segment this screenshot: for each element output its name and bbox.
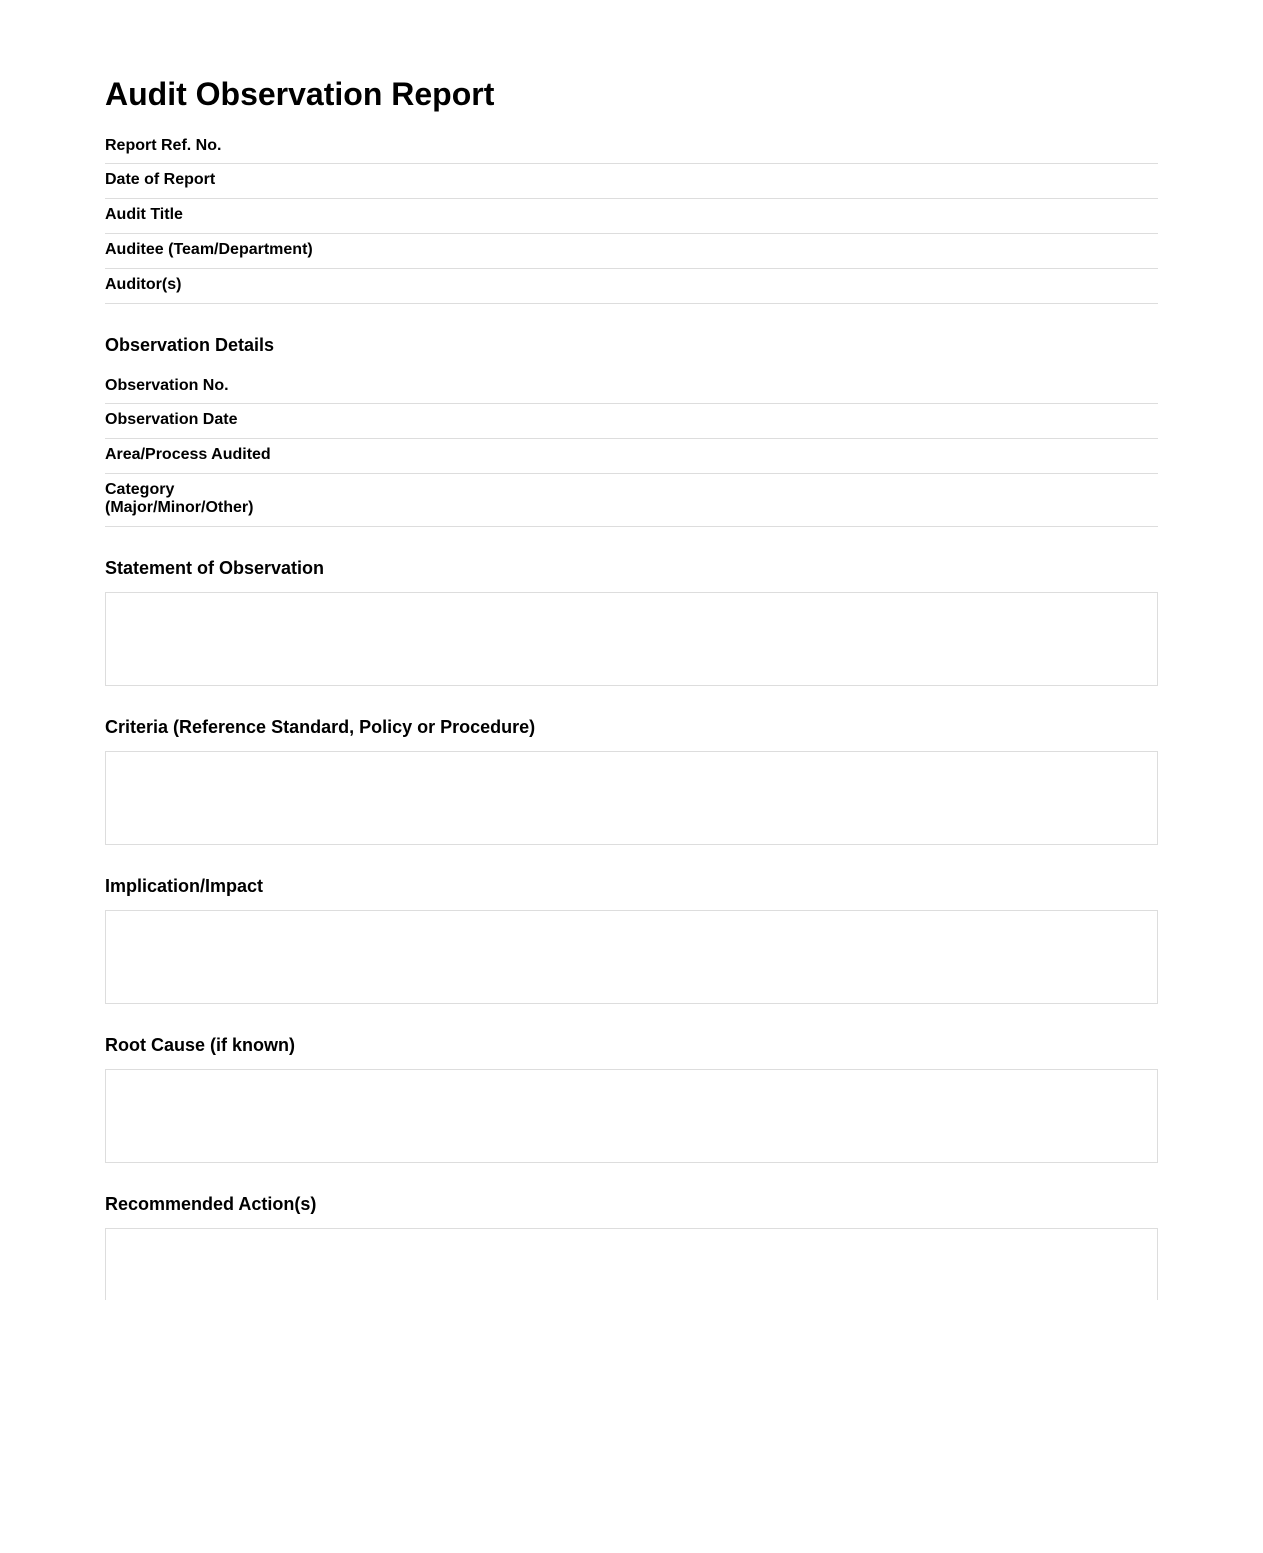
statement-of-observation-box[interactable] [105, 592, 1158, 686]
field-auditee[interactable] [105, 234, 1158, 269]
field-label: Auditee (Team/Department) [105, 241, 313, 258]
recommended-actions-box[interactable] [105, 1228, 1158, 1300]
field-report-ref-no[interactable] [105, 135, 1158, 164]
field-label: Date of Report [105, 171, 216, 188]
statement-of-observation-heading: Statement of Observation [105, 558, 325, 578]
field-audit-title[interactable] [105, 199, 1158, 234]
field-label-line2: (Major/Minor/Other) [105, 499, 254, 516]
criteria-heading: Criteria (Reference Standard, Policy or Procedure) [105, 717, 536, 737]
field-label: Auditor(s) [105, 276, 182, 293]
field-label: Audit Title [105, 206, 183, 223]
observation-fields [105, 375, 1158, 527]
field-label: Observation No. [105, 377, 229, 394]
field-category[interactable] [105, 474, 1158, 527]
field-date-of-report[interactable] [105, 164, 1158, 199]
field-label: Observation Date [105, 411, 238, 428]
field-label-line1: Category [105, 481, 175, 498]
root-cause-box[interactable] [105, 1069, 1158, 1163]
report-page [105, 0, 1158, 1300]
field-label: Area/Process Audited [105, 446, 271, 463]
criteria-box[interactable] [105, 751, 1158, 845]
root-cause-heading: Root Cause (if known) [105, 1035, 295, 1055]
report-fields [105, 135, 1158, 304]
page-title: Audit Observation Report [105, 76, 495, 112]
field-area-process-audited[interactable] [105, 439, 1158, 474]
implication-impact-heading: Implication/Impact [105, 876, 264, 896]
field-auditors[interactable] [105, 269, 1158, 304]
field-observation-date[interactable] [105, 404, 1158, 439]
observation-details-heading: Observation Details [105, 335, 275, 355]
field-label: Report Ref. No. [105, 137, 222, 154]
recommended-actions-heading: Recommended Action(s) [105, 1194, 317, 1214]
implication-impact-box[interactable] [105, 910, 1158, 1004]
field-observation-no[interactable] [105, 375, 1158, 404]
